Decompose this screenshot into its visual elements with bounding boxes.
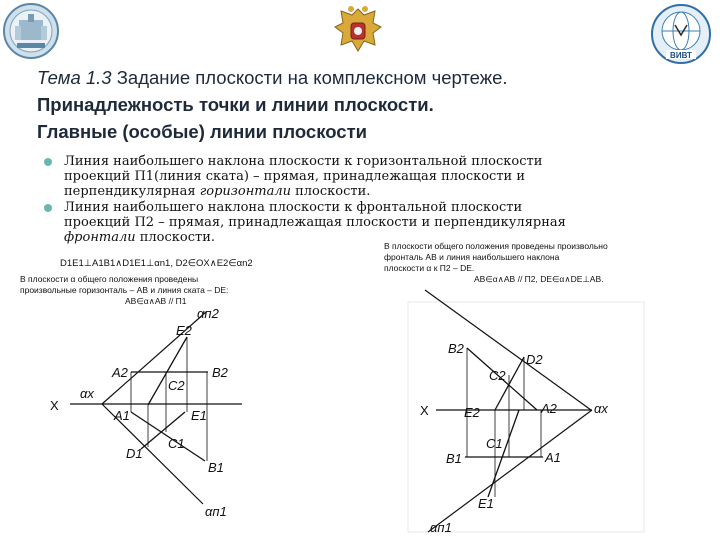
right-line-e1	[488, 410, 519, 497]
right-label-a2: A2	[541, 401, 557, 416]
left-label-a2: A2	[112, 365, 128, 380]
right-label-d2: D2	[526, 352, 543, 367]
right-label-b1: B1	[446, 451, 462, 466]
right-line-d2e2	[495, 357, 524, 410]
title-line-3: Главные (особые) линии плоскости	[37, 121, 368, 142]
left-label-b1: B1	[208, 460, 224, 475]
right-note-text: В плоскости общего положения проведены произвольно фронталь АВ и линия наибольшего наклона плоскости α к П2 – DE. АВ∈α∧АВ // П2, DE∈α∧DE⊥AB.	[384, 241, 608, 284]
left-label-a1: A1	[114, 408, 130, 423]
right-label-x: X	[420, 403, 429, 418]
right-label-c1: C1	[486, 436, 503, 451]
left-label-e2: E2	[176, 323, 192, 338]
left-note-formula: D1E1⊥A1B1∧D1E1⊥αn1, D2∈OX∧E2∈αn2	[60, 258, 253, 269]
right-label-a1: A1	[545, 450, 561, 465]
left-label-c1: C1	[168, 436, 185, 451]
left-label-e1: E1	[191, 408, 207, 423]
right-label-an1: αп1	[430, 520, 452, 535]
left-note-text: В плоскости α общего положения проведены произвольные горизонталь – АВ и линия ската – DE: АВ∈α∧АВ // П1	[20, 274, 229, 306]
title-topic-name: Задание плоскости на комплексном чертеже.	[111, 67, 508, 88]
right-label-b2: B2	[448, 341, 464, 356]
right-logo-text: ВИВТ	[670, 51, 692, 60]
left-label-x: X	[50, 398, 59, 413]
left-label-an1: αп1	[205, 504, 227, 519]
right-label-e2: E2	[464, 405, 480, 420]
left-label-b2: B2	[212, 365, 228, 380]
right-label-e1: E1	[478, 496, 494, 511]
title-topic-number: Тема 1.3	[37, 67, 112, 88]
left-label-c2: C2	[168, 378, 185, 393]
bullet-item-1: Линия наибольшего наклона плоскости к горизонтальной плоскости проекций П1(линия ската) – прямая, принадлежащая плоскости и перпендикулярная горизонтали плоскости.	[44, 154, 664, 199]
left-label-ax: αx	[80, 386, 94, 401]
left-label-an2: αп2	[197, 306, 219, 321]
right-trace-lower	[428, 410, 592, 532]
right-label-c2: C2	[489, 368, 506, 383]
bullet-item-2: Линия наибольшего наклона плоскости к фронтальной плоскости проекций П2 – прямая, принадлежащая плоскости и перпендикулярная фронтали плоскости.	[44, 200, 664, 245]
right-label-ax: αx	[594, 401, 608, 416]
left-label-d1: D1	[126, 446, 143, 461]
title-line-2: Принадлежность точки и линии плоскости.	[37, 94, 434, 115]
